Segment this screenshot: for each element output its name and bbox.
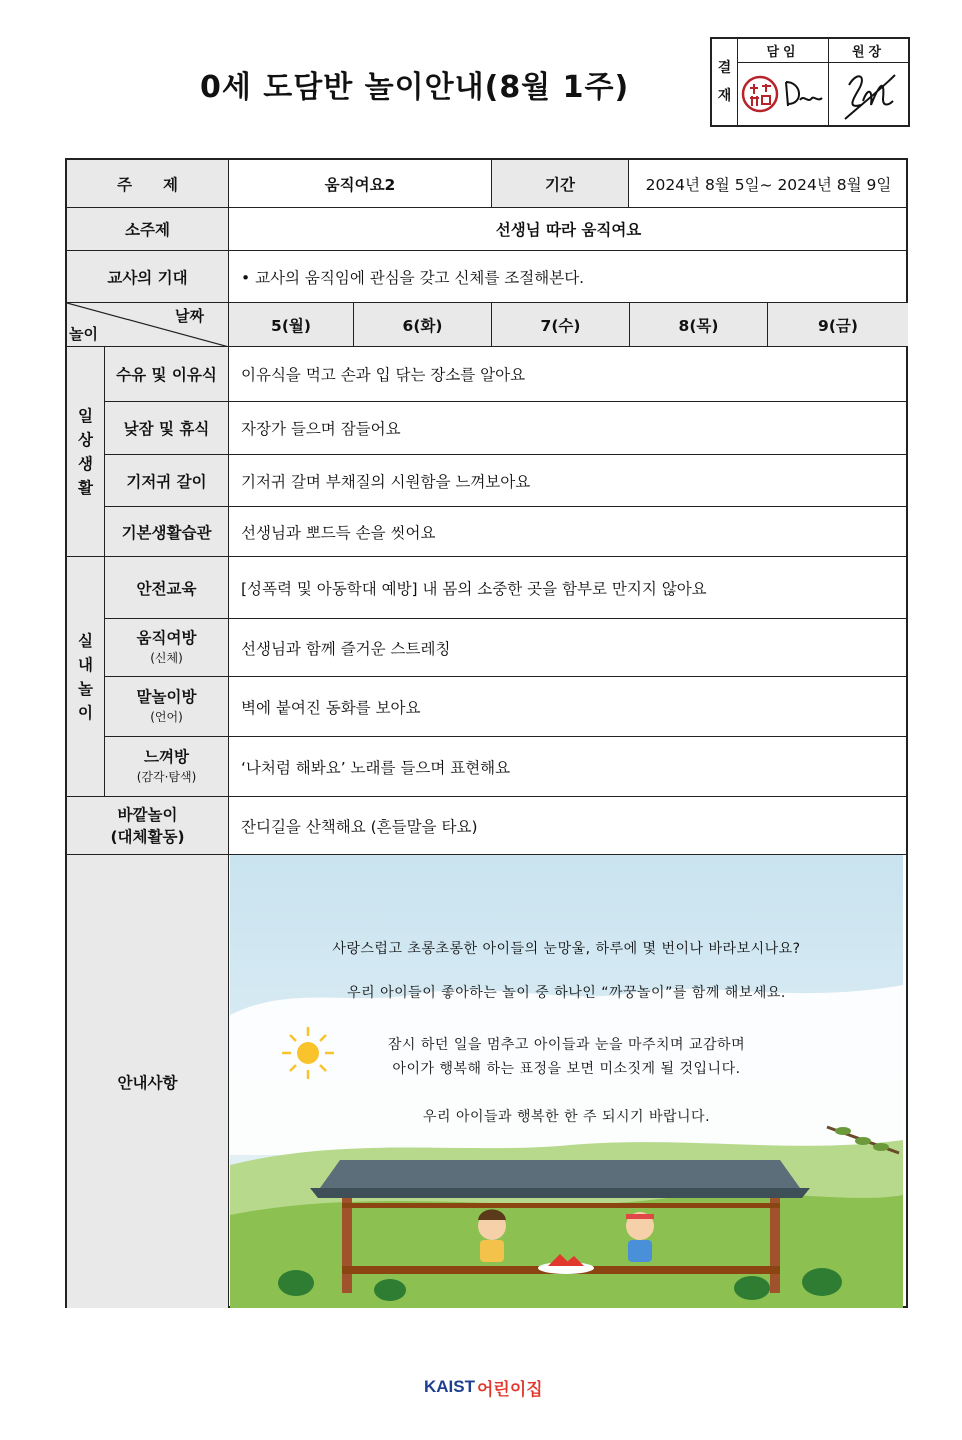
logo-english: KAIST [424,1377,475,1396]
approval-side-label [712,39,738,125]
indoor-char-1: 실 [78,631,93,650]
indoor-row-label-2-sub: (신체) [150,650,183,665]
daily-row-value-3: 기저귀 갈며 부채질의 시원함을 느껴보아요 [229,455,908,507]
outdoor-label-1: 바깥놀이 [117,805,178,824]
notice-line-1: 사랑스럽고 초롱초롱한 아이들의 눈망울, 하루에 몇 번이나 바라보시나요? [332,941,801,957]
subtheme-value: 선생님 따라 움직여요 [229,208,908,251]
indoor-row-label-4-sub: (감각·탐색) [136,769,197,784]
indoor-char-2: 내 [78,655,93,674]
seal-stamp [740,74,780,114]
indoor-char-3: 놀 [78,679,93,698]
day-header-4: 8(목) [630,303,768,347]
expectation-value: • 교사의 움직임에 관심을 갖고 신체를 조절해본다. [229,251,908,303]
daily-row-label-3: 기저귀 갈이 [105,455,229,507]
indoor-row-value-4: ‘나처럼 해봐요’ 노래를 들으며 표현해요 [229,737,908,797]
indoor-row-label-4-main: 느껴방 [144,747,189,766]
play-label: 놀이 [69,325,98,343]
indoor-row-value-1: [성폭력 및 아동학대 예방] 내 몸의 소중한 곳을 함부로 만지지 않아요 [229,557,908,619]
approval-box [710,37,910,127]
daily-row-value-4: 선생님과 뽀드득 손을 씻어요 [229,507,908,557]
notice-label: 안내사항 [67,855,229,1308]
daily-row-label-2: 낮잠 및 휴식 [105,402,229,455]
child-right-icon [626,1212,654,1262]
notice-line-5: 우리 아이들과 행복한 한 주 되시기 바랍니다. [422,1109,711,1125]
notice-illustration [230,855,903,1308]
outdoor-label [67,797,229,855]
daily-life-char-1: 일 [78,406,93,425]
page-title: 0세 도담반 놀이안내(8월 1주) [200,70,630,105]
daily-life-group-label [67,347,105,557]
notice-line-3: 잠시 하던 일을 멈추고 아이들과 눈을 마주치며 교감하며 [387,1037,746,1053]
approval-side-label-2: 재 [717,88,732,104]
approval-teacher [738,39,829,125]
day-header-1: 5(월) [229,303,354,347]
date-play-header [67,303,229,347]
approval-side-label-1: 결 [717,60,732,76]
approval-director [829,39,908,125]
indoor-char-4: 이 [78,703,93,722]
pavilion-scene [230,1148,903,1308]
daily-row-label-4: 기본생활습관 [105,507,229,557]
approval-director-header: 원장 [829,39,908,63]
play-plan-table [65,158,908,1308]
daily-life-char-3: 생 [78,454,93,473]
period-label: 기간 [492,160,629,208]
director-signature [841,65,897,123]
expectation-label: 교사의 기대 [67,251,229,303]
notice-line-4: 아이가 행복해 하는 표정을 보면 미소짓게 될 것입니다. [392,1061,741,1077]
indoor-row-label-3-sub: (언어) [150,709,183,724]
outdoor-label-2: (대체활동) [110,827,185,846]
day-header-2: 6(화) [354,303,492,347]
notice-line-2: 우리 아이들이 좋아하는 놀이 중 하나인 “까꿍놀이”를 함께 해보세요. [347,985,786,1001]
theme-value: 움직여요2 [229,160,492,208]
approval-teacher-header: 담임 [738,39,828,63]
indoor-row-label-2 [105,619,229,677]
day-header-5: 9(금) [768,303,908,347]
child-left-icon [478,1210,506,1263]
indoor-row-label-4 [105,737,229,797]
kaist-logo [424,1372,544,1402]
indoor-row-label-1: 안전교육 [105,557,229,619]
daily-life-char-4: 활 [78,478,93,497]
indoor-row-label-2-main: 움직여방 [136,628,197,647]
theme-label: 주 제 [67,160,229,208]
indoor-play-group-label [67,557,105,797]
daily-row-value-1: 이유식을 먹고 손과 입 닦는 장소를 알아요 [229,347,908,402]
date-label: 날짜 [175,307,204,325]
indoor-row-label-3 [105,677,229,737]
indoor-row-value-3: 벽에 붙여진 동화를 보아요 [229,677,908,737]
daily-row-label-1: 수유 및 이유식 [105,347,229,402]
indoor-row-value-2: 선생님과 함께 즐거운 스트레칭 [229,619,908,677]
outdoor-value: 잔디길을 산책해요 (흔들말을 타요) [229,797,908,855]
subtheme-label: 소주제 [67,208,229,251]
indoor-row-label-3-main: 말놀이방 [136,687,197,706]
day-header-3: 7(수) [492,303,630,347]
teacher-signature [780,74,826,114]
daily-life-char-2: 상 [78,430,93,449]
period-value: 2024년 8월 5일~ 2024년 8월 9일 [629,160,908,208]
logo-korean: 어린이집 [477,1379,543,1400]
daily-row-value-2: 자장가 들으며 잠들어요 [229,402,908,455]
